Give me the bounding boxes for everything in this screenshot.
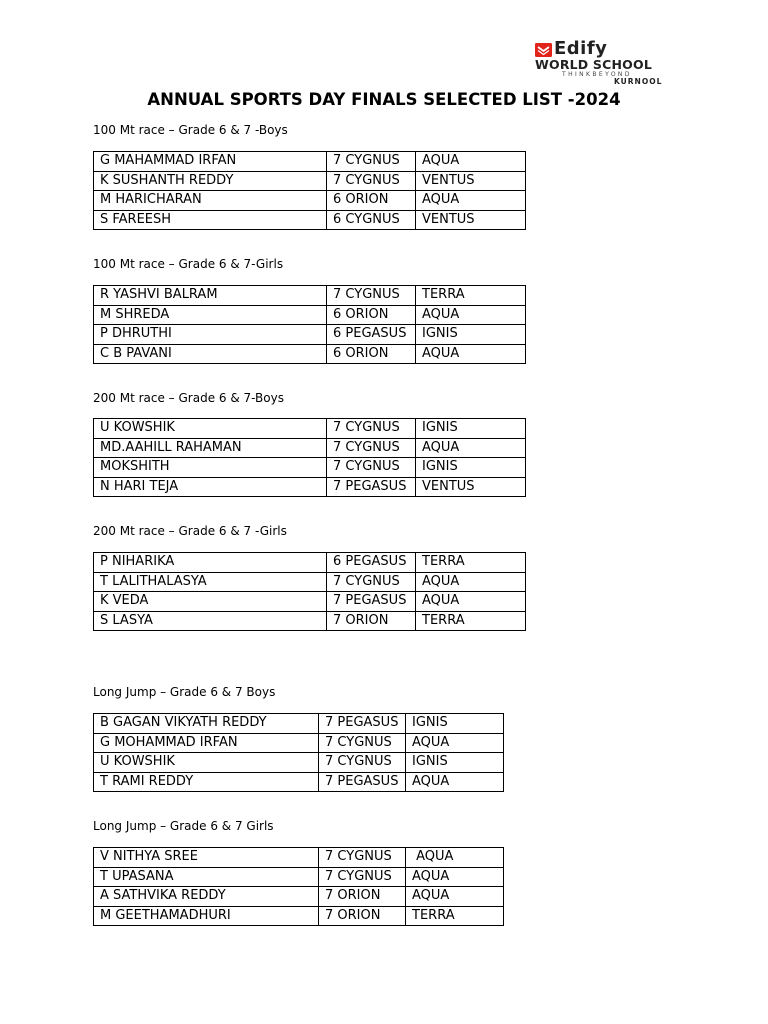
table-row	[94, 344, 526, 364]
student-name-cell: U KOWSHIK	[94, 419, 327, 439]
student-name-cell: G MOHAMMAD IRFAN	[94, 733, 319, 753]
house-cell: TERRA	[416, 611, 526, 631]
class-cell: 7 PEGASUS	[319, 772, 406, 792]
house-cell: AQUA	[416, 191, 526, 211]
class-cell: 7 PEGASUS	[327, 592, 416, 612]
house-cell: AQUA	[416, 344, 526, 364]
class-cell: 6 PEGASUS	[327, 553, 416, 573]
table-row	[94, 419, 526, 439]
logo-school-name: WORLD SCHOOL	[535, 57, 652, 72]
house-cell: VENTUS	[416, 171, 526, 191]
table-row	[94, 553, 526, 573]
house-cell: IGNIS	[406, 753, 504, 773]
section-heading: 200 Mt race – Grade 6 & 7-Boys	[93, 391, 284, 405]
class-cell: 7 CYGNUS	[327, 438, 416, 458]
table-row	[94, 611, 526, 631]
house-cell: IGNIS	[406, 714, 504, 734]
table-row	[94, 733, 504, 753]
class-cell: 6 PEGASUS	[327, 325, 416, 345]
table-row	[94, 152, 526, 172]
section-heading: 100 Mt race – Grade 6 & 7-Girls	[93, 257, 284, 271]
student-name-cell: T RAMI REDDY	[94, 772, 319, 792]
house-cell: AQUA	[416, 592, 526, 612]
student-name-cell: B GAGAN VIKYATH REDDY	[94, 714, 319, 734]
class-cell: 7 CYGNUS	[327, 171, 416, 191]
house-cell: AQUA	[406, 887, 504, 907]
house-cell: AQUA	[416, 305, 526, 325]
house-cell: IGNIS	[416, 325, 526, 345]
table-row	[94, 906, 504, 926]
logo-tagline: THINKBEYOND	[562, 71, 632, 78]
section-heading: 100 Mt race – Grade 6 & 7 -Boys	[93, 123, 288, 137]
house-cell: TERRA	[416, 286, 526, 306]
class-cell: 6 CYGNUS	[327, 210, 416, 230]
house-cell: TERRA	[416, 553, 526, 573]
student-name-cell: R YASHVI BALRAM	[94, 286, 327, 306]
selection-table	[93, 151, 526, 230]
student-name-cell: MD.AAHILL RAHAMAN	[94, 438, 327, 458]
student-name-cell: K SUSHANTH REDDY	[94, 171, 327, 191]
student-name-cell: MOKSHITH	[94, 458, 327, 478]
section-heading: Long Jump – Grade 6 & 7 Boys	[93, 685, 276, 699]
class-cell: 7 CYGNUS	[327, 152, 416, 172]
house-cell: IGNIS	[416, 458, 526, 478]
house-cell: AQUA	[406, 848, 504, 868]
class-cell: 7 ORION	[319, 906, 406, 926]
section-heading: 200 Mt race – Grade 6 & 7 -Girls	[93, 524, 287, 538]
class-cell: 7 CYGNUS	[327, 572, 416, 592]
document-title: ANNUAL SPORTS DAY FINALS SELECTED LIST -2024	[147, 90, 621, 109]
house-cell: AQUA	[406, 867, 504, 887]
student-name-cell: S FAREESH	[94, 210, 327, 230]
house-cell: VENTUS	[416, 210, 526, 230]
student-name-cell: S LASYA	[94, 611, 327, 631]
student-name-cell: K VEDA	[94, 592, 327, 612]
table-row	[94, 171, 526, 191]
edify-logo-icon	[535, 43, 552, 57]
class-cell: 7 ORION	[319, 887, 406, 907]
table-row	[94, 772, 504, 792]
section-heading: Long Jump – Grade 6 & 7 Girls	[93, 819, 274, 833]
student-name-cell: A SATHVIKA REDDY	[94, 887, 319, 907]
student-name-cell: P DHRUTHI	[94, 325, 327, 345]
table-row	[94, 191, 526, 211]
student-name-cell: V NITHYA SREE	[94, 848, 319, 868]
table-row	[94, 458, 526, 478]
table-row	[94, 848, 504, 868]
class-cell: 7 CYGNUS	[327, 419, 416, 439]
house-cell: AQUA	[406, 772, 504, 792]
class-cell: 7 CYGNUS	[327, 286, 416, 306]
house-cell: VENTUS	[416, 477, 526, 497]
logo-city: KURNOOL	[614, 77, 663, 86]
class-cell: 7 CYGNUS	[319, 867, 406, 887]
table-row	[94, 210, 526, 230]
table-row	[94, 753, 504, 773]
table-row	[94, 305, 526, 325]
student-name-cell: C B PAVANI	[94, 344, 327, 364]
table-row	[94, 438, 526, 458]
house-cell: AQUA	[406, 733, 504, 753]
table-row	[94, 325, 526, 345]
student-name-cell: U KOWSHIK	[94, 753, 319, 773]
student-name-cell: N HARI TEJA	[94, 477, 327, 497]
class-cell: 7 CYGNUS	[319, 753, 406, 773]
student-name-cell: M GEETHAMADHURI	[94, 906, 319, 926]
selection-table	[93, 552, 526, 631]
student-name-cell: T UPASANA	[94, 867, 319, 887]
student-name-cell: G MAHAMMAD IRFAN	[94, 152, 327, 172]
house-cell: AQUA	[416, 572, 526, 592]
selection-table	[93, 285, 526, 364]
class-cell: 7 CYGNUS	[327, 458, 416, 478]
table-row	[94, 477, 526, 497]
class-cell: 7 PEGASUS	[327, 477, 416, 497]
table-row	[94, 572, 526, 592]
selection-table	[93, 713, 504, 792]
class-cell: 6 ORION	[327, 305, 416, 325]
class-cell: 7 CYGNUS	[319, 733, 406, 753]
class-cell: 7 PEGASUS	[319, 714, 406, 734]
house-cell: TERRA	[406, 906, 504, 926]
student-name-cell: P NIHARIKA	[94, 553, 327, 573]
class-cell: 7 ORION	[327, 611, 416, 631]
student-name-cell: M HARICHARAN	[94, 191, 327, 211]
class-cell: 6 ORION	[327, 344, 416, 364]
house-cell: IGNIS	[416, 419, 526, 439]
selection-table	[93, 847, 504, 926]
logo-brand-name: Edify	[554, 38, 608, 59]
school-logo	[532, 38, 663, 88]
house-cell: AQUA	[416, 152, 526, 172]
table-row	[94, 887, 504, 907]
class-cell: 7 CYGNUS	[319, 848, 406, 868]
table-row	[94, 867, 504, 887]
class-cell: 6 ORION	[327, 191, 416, 211]
student-name-cell: M SHREDA	[94, 305, 327, 325]
selection-table	[93, 418, 526, 497]
house-cell: AQUA	[416, 438, 526, 458]
table-row	[94, 714, 504, 734]
table-row	[94, 286, 526, 306]
student-name-cell: T LALITHALASYA	[94, 572, 327, 592]
table-row	[94, 592, 526, 612]
